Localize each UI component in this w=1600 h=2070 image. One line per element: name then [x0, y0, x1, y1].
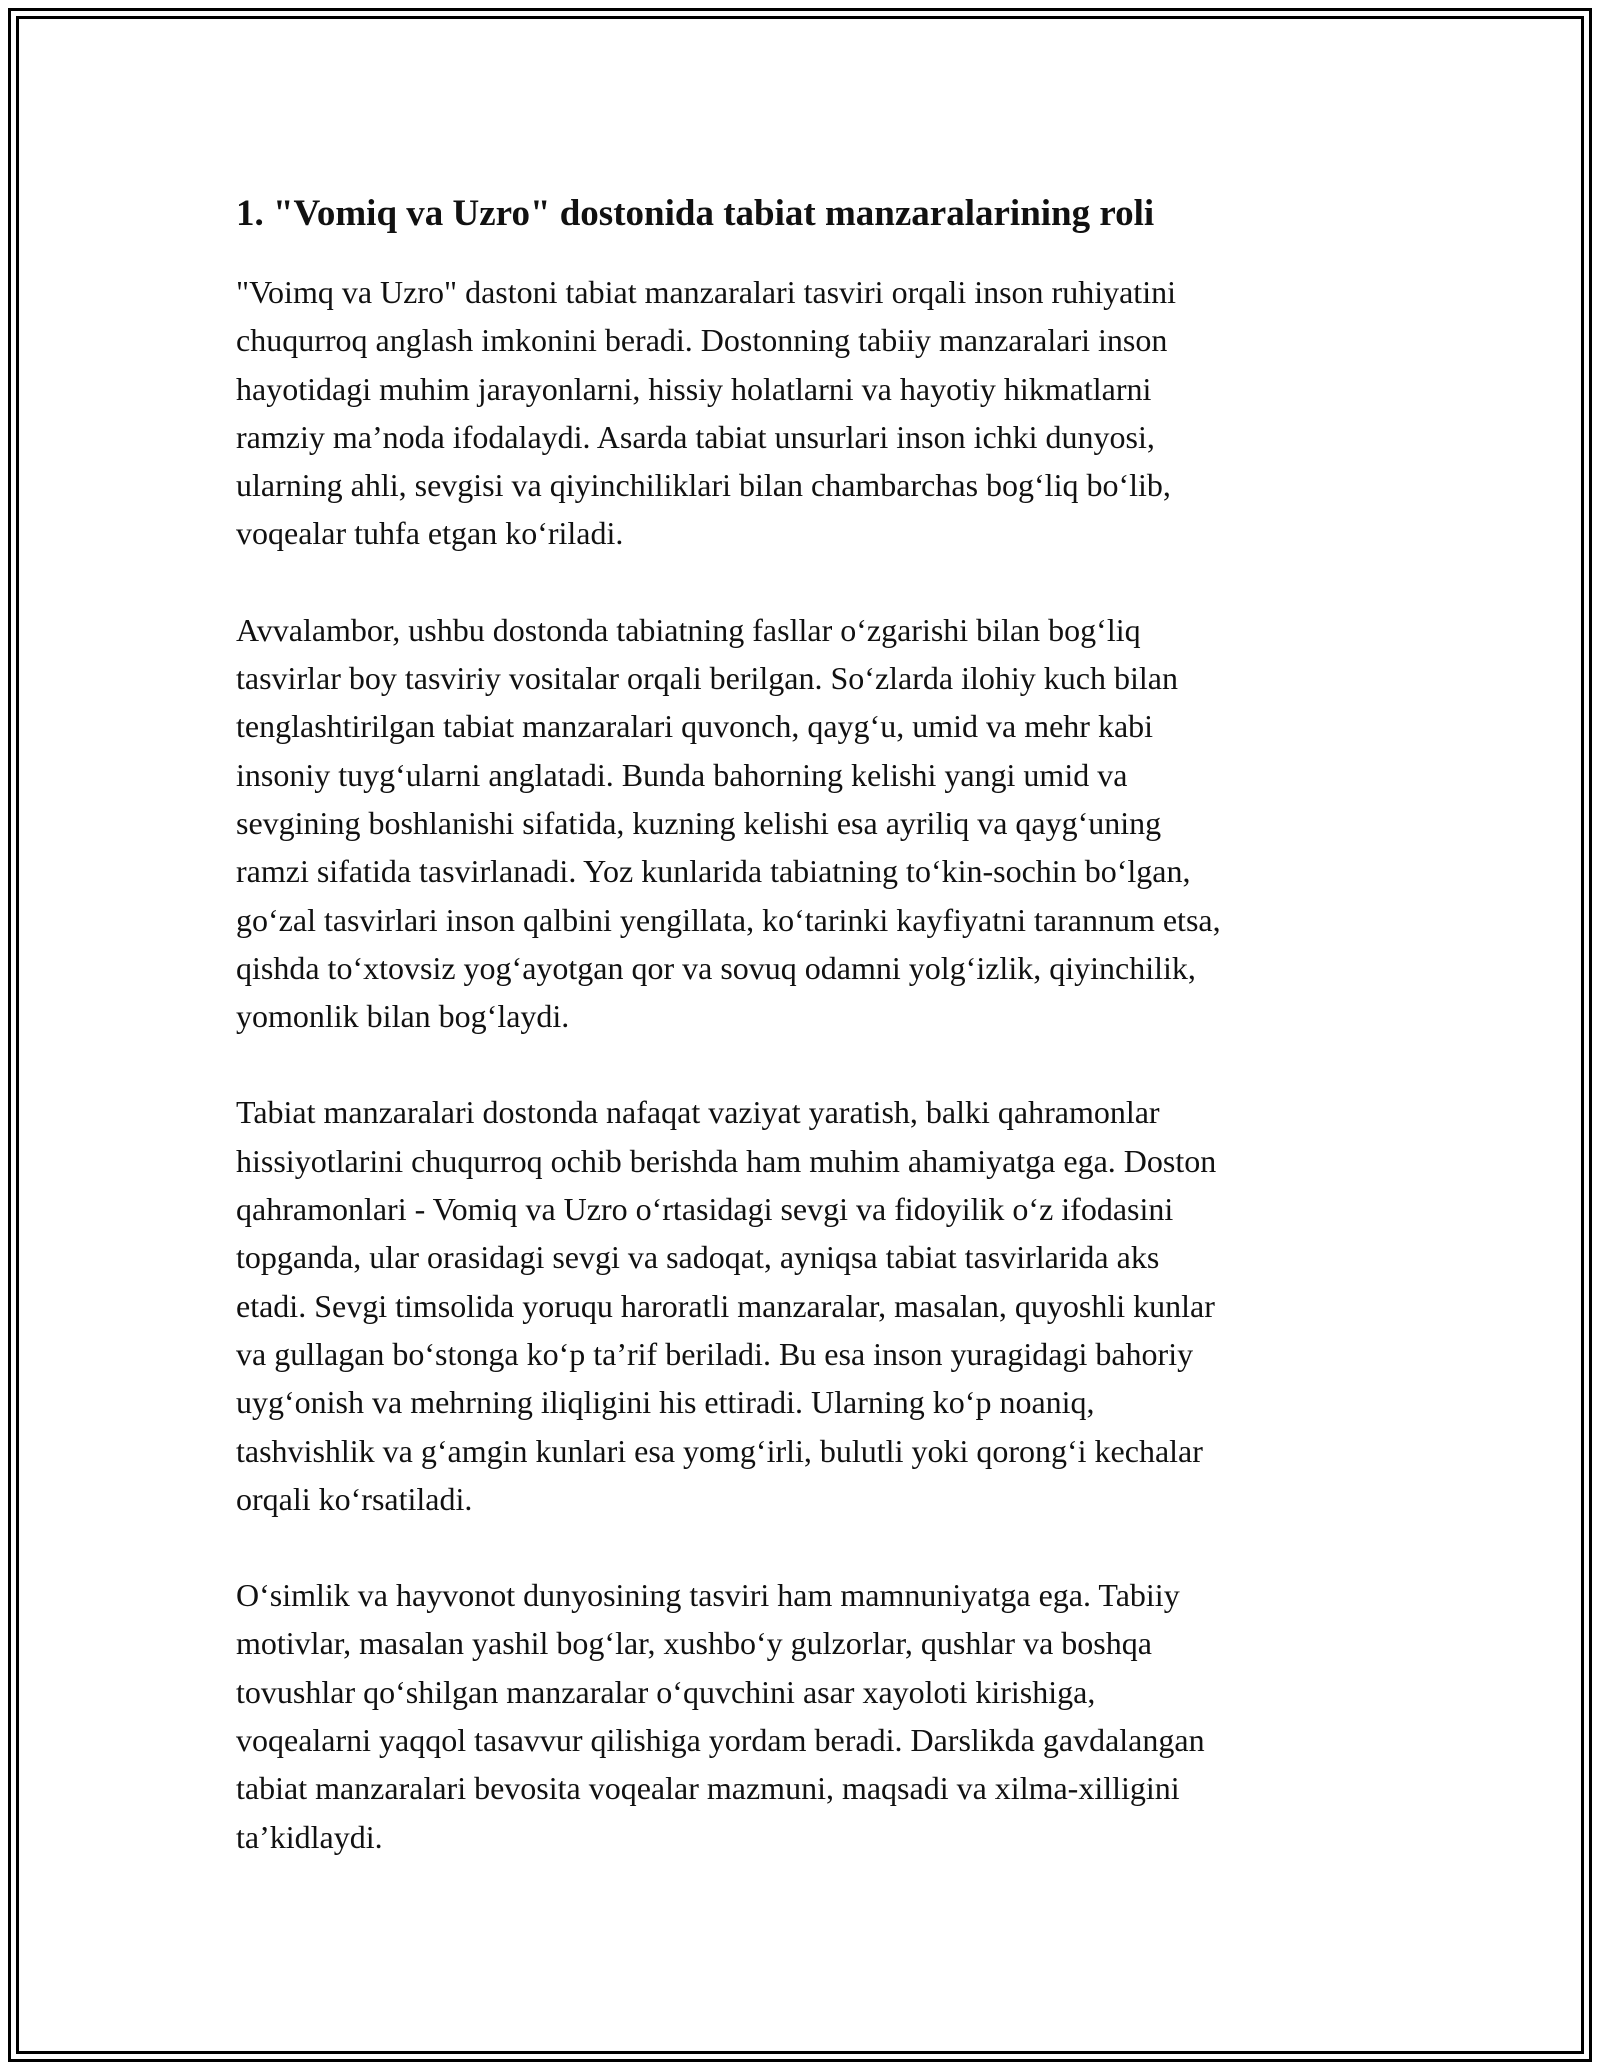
paragraph-line: tenglashtirilgan tabiat manzaralari quvonch, qayg‘u, umid va mehr kabi [236, 708, 1154, 745]
paragraph-line: O‘simlik va hayvonot dunyosining tasviri ham mamnuniyatga ega. Tabiiy [236, 1577, 1180, 1614]
section-heading: 1. "Vomiq va Uzro" dostonida tabiat manzaralarining roli [236, 193, 1155, 234]
paragraph-line: hissiyotlarini chuqurroq ochib berishda ham muhim ahamiyatga ega. Doston [236, 1142, 1217, 1179]
paragraph-line: yomonlik bilan bog‘laydi. [236, 998, 570, 1035]
document-body [236, 186, 1386, 1909]
paragraph-line: ularning ahli, sevgisi va qiyinchiliklari bilan chambarchas bog‘liq bo‘lib, [236, 467, 1171, 504]
paragraph-4 [236, 1571, 1386, 1861]
paragraph-line: voqealar tuhfa etgan ko‘riladi. [236, 515, 624, 552]
paragraph-line: ramziy ma’noda ifodalaydi. Asarda tabiat unsurlari inson ichki dunyosi, [236, 418, 1155, 455]
paragraph-line: hayotidagi muhim jarayonlarni, hissiy holatlarni va hayotiy hikmatlarni [236, 370, 1152, 407]
paragraph-line: motivlar, masalan yashil bog‘lar, xushbo‘y gulzorlar, qushlar va boshqa [236, 1625, 1152, 1662]
paragraph-line: go‘zal tasvirlari inson qalbini yengillata, ko‘tarinki kayfiyatni tarannum etsa, [236, 901, 1221, 938]
paragraph-line: ta’kidlaydi. [236, 1818, 383, 1855]
paragraph-1 [236, 268, 1386, 558]
paragraph-line: va gullagan bo‘stonga ko‘p ta’rif beriladi. Bu esa inson yuragidagi bahoriy [236, 1335, 1194, 1372]
paragraph-line: tasvirlar boy tasviriy vositalar orqali berilgan. So‘zlarda ilohiy kuch bilan [236, 660, 1178, 697]
paragraph-line: qahramonlari - Vomiq va Uzro o‘rtasidagi sevgi va fidoyilik o‘z ifodasini [236, 1191, 1174, 1228]
paragraph-line: topganda, ular orasidagi sevgi va sadoqat, ayniqsa tabiat tasvirlarida aks [236, 1239, 1160, 1276]
paragraph-line: tovushlar qo‘shilgan manzaralar o‘quvchini asar xayoloti kirishiga, [236, 1673, 1096, 1710]
paragraph-2 [236, 606, 1386, 1041]
paragraph-line: ramzi sifatida tasvirlanadi. Yoz kunlarida tabiatning to‘kin-sochin bo‘lgan, [236, 853, 1191, 890]
paragraph-line: "Voimq va Uzro" dastoni tabiat manzaralari tasviri orqali inson ruhiyatini [236, 274, 1176, 310]
paragraph-line: qishda to‘xtovsiz yog‘ayotgan qor va sovuq odamni yolg‘izlik, qiyinchilik, [236, 949, 1196, 986]
paragraph-line: orqali ko‘rsatiladi. [236, 1480, 473, 1517]
paragraph-line: Tabiat manzaralari dostonda nafaqat vaziyat yaratish, balki qahramonlar [236, 1094, 1160, 1131]
paragraph-line: chuqurroq anglash imkonini beradi. Dostonning tabiiy manzaralari inson [236, 322, 1168, 359]
paragraph-line: tashvishlik va g‘amgin kunlari esa yomg‘irli, bulutli yoki qorong‘i kechalar [236, 1432, 1203, 1469]
paragraph-line: sevgining boshlanishi sifatida, kuzning kelishi esa ayriliq va qayg‘uning [236, 804, 1162, 841]
paragraph-line: voqealarni yaqqol tasavvur qilishiga yordam beradi. Darslikda gavdalangan [236, 1722, 1205, 1759]
paragraph-line: tabiat manzaralari bevosita voqealar mazmuni, maqsadi va xilma-xilligini [236, 1770, 1180, 1807]
paragraph-line: insoniy tuyg‘ularni anglatadi. Bunda bahorning kelishi yangi umid va [236, 756, 1128, 793]
paragraph-line: etadi. Sevgi timsolida yoruqu haroratli manzaralar, masalan, quyoshli kunlar [236, 1287, 1215, 1324]
paragraph-3 [236, 1088, 1386, 1523]
paragraph-line: uyg‘onish va mehrning iliqligini his ettiradi. Ularning ko‘p noaniq, [236, 1384, 1095, 1421]
paragraph-line: Avvalambor, ushbu dostonda tabiatning fasllar o‘zgarishi bilan bog‘liq [236, 611, 1141, 648]
